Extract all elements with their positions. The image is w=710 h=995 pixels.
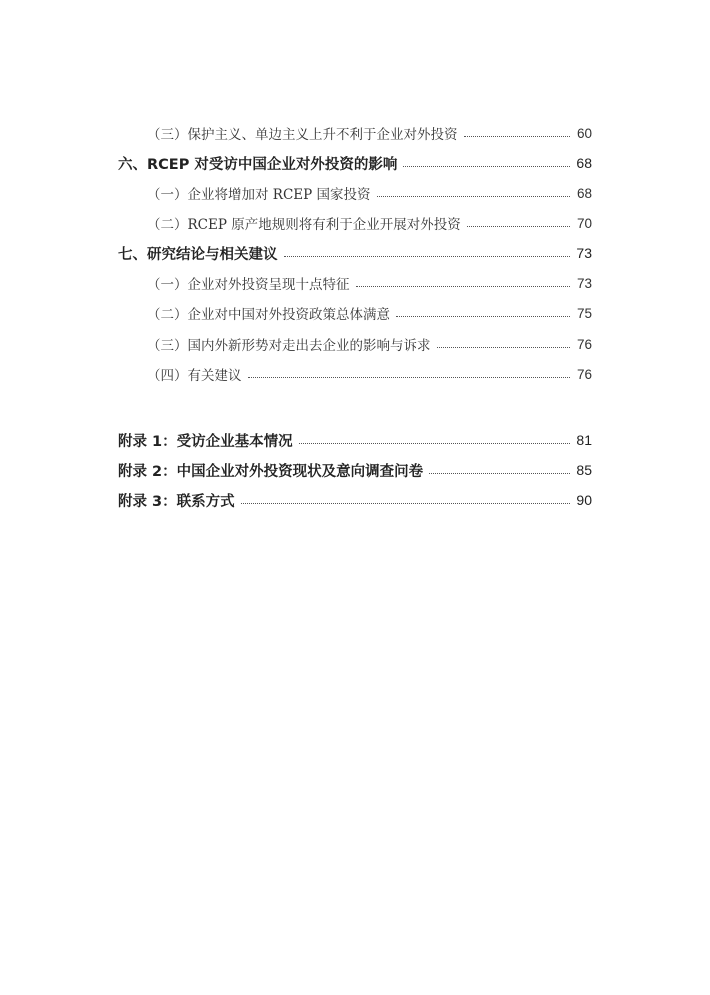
toc-entry-label: （一）企业将增加对 RCEP 国家投资 bbox=[147, 187, 371, 203]
appendix-entry-page: 81 bbox=[576, 432, 592, 448]
toc-entry-label: （三）保护主义、单边主义上升不利于企业对外投资 bbox=[147, 127, 458, 143]
appendix-entry[interactable] bbox=[118, 459, 592, 481]
toc-entry-page: 70 bbox=[576, 215, 592, 231]
dot-leader bbox=[464, 136, 571, 137]
appendix-entry-label: 附录 2：中国企业对外投资现状及意向调查问卷 bbox=[118, 463, 424, 480]
appendix-entry-page: 90 bbox=[576, 492, 592, 508]
toc-entry[interactable] bbox=[147, 333, 592, 355]
dot-leader bbox=[467, 226, 570, 227]
dot-leader bbox=[248, 377, 571, 378]
toc-entry-page: 68 bbox=[576, 155, 592, 171]
toc-entry-page: 73 bbox=[576, 245, 592, 261]
toc-entry-page: 76 bbox=[576, 336, 592, 352]
toc-entry-page: 60 bbox=[576, 125, 592, 141]
toc-entry[interactable] bbox=[147, 122, 592, 144]
dot-leader bbox=[299, 443, 570, 444]
dot-leader bbox=[396, 316, 570, 317]
toc-entry-label: 七、研究结论与相关建议 bbox=[118, 246, 278, 263]
toc-entry-page: 73 bbox=[576, 275, 592, 291]
toc-entry[interactable] bbox=[147, 272, 592, 294]
appendix-entry-page: 85 bbox=[576, 462, 592, 478]
toc-entry-page: 76 bbox=[576, 366, 592, 382]
dot-leader bbox=[284, 256, 571, 257]
dot-leader bbox=[403, 166, 570, 167]
toc-entry[interactable] bbox=[147, 182, 592, 204]
toc-entry-label: 六、RCEP 对受访中国企业对外投资的影响 bbox=[118, 156, 398, 173]
toc-entry[interactable] bbox=[118, 242, 592, 264]
appendix-entry-label: 附录 3：联系方式 bbox=[118, 493, 235, 510]
appendix-entry[interactable] bbox=[118, 429, 592, 451]
toc-entry-page: 68 bbox=[576, 185, 592, 201]
dot-leader bbox=[241, 503, 570, 504]
toc-entry-label: （四）有关建议 bbox=[147, 368, 242, 384]
dot-leader bbox=[377, 196, 570, 197]
toc-entry-label: （一）企业对外投资呈现十点特征 bbox=[147, 277, 350, 293]
toc-entry[interactable] bbox=[147, 212, 592, 234]
toc-entry-page: 75 bbox=[576, 305, 592, 321]
dot-leader bbox=[356, 286, 571, 287]
toc-entry[interactable] bbox=[147, 363, 592, 385]
toc-entry[interactable] bbox=[147, 302, 592, 324]
toc-entry-label: （三）国内外新形势对走出去企业的影响与诉求 bbox=[147, 338, 431, 354]
appendix-entry[interactable] bbox=[118, 489, 592, 511]
dot-leader bbox=[437, 347, 571, 348]
appendix-entry-label: 附录 1：受访企业基本情况 bbox=[118, 433, 293, 450]
toc-entry-label: （二）企业对中国对外投资政策总体满意 bbox=[147, 307, 390, 323]
dot-leader bbox=[429, 473, 570, 474]
toc-entry-label: （二）RCEP 原产地规则将有利于企业开展对外投资 bbox=[147, 217, 461, 233]
toc-entry[interactable] bbox=[118, 152, 592, 174]
